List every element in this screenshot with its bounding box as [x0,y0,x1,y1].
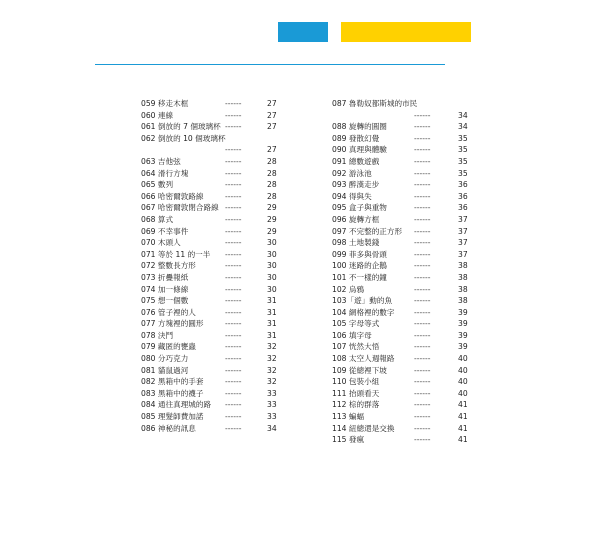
toc-entry-page: 30 [267,249,277,259]
toc-entry [332,133,471,145]
toc-entry [141,272,281,284]
toc-entry [141,98,281,110]
toc-entry-leader: ------ [414,110,431,120]
toc-entry-title: 104 網格裡的數字 [332,307,395,317]
toc-entry [141,330,281,342]
toc-entry [332,168,471,180]
toc-entry [332,144,471,156]
toc-entry-leader: ------ [225,423,242,433]
toc-entry-title: 100 迷路的企鵝 [332,261,387,271]
toc-entry [332,237,471,249]
toc-entry-title: 059 移走木框 [141,99,189,108]
toc-entry [141,191,281,203]
toc-entry [141,121,281,133]
toc-entry-title: 084 通往真理城的路 [141,400,212,410]
toc-entry-page: 36 [458,203,468,213]
toc-entry-leader: ------ [225,261,242,271]
toc-entry-title: 114 紐總還是交換 [332,423,395,433]
toc-entry-leader: ------ [414,354,431,364]
toc-entry-title: 096 旋轉方框 [332,214,380,224]
toc-entry-page: 40 [458,354,468,364]
toc-entry [141,144,281,156]
toc-entry-leader: ------ [414,156,431,166]
toc-entry-title: 085 理髮師費加諾 [141,412,204,422]
toc-entry-page: 29 [267,226,277,236]
toc-entry-page: 31 [267,307,277,317]
toc-entry-title: 098 土地製錢 [332,238,380,248]
toc-entry-leader: ------ [414,342,431,352]
toc-entry-leader: ------ [414,296,431,306]
toc-entry-page: 37 [458,238,468,248]
toc-entry-title: 113 蝙蝠 [332,412,365,422]
toc-entry-leader: ------ [414,400,431,410]
toc-entry-page: 27 [267,99,277,108]
toc-entry-title: 095 盒子與重物 [332,203,387,213]
toc-entry-page: 34 [267,423,277,433]
toc-entry-leader: ------ [225,180,242,190]
toc-entry-page: 27 [267,110,277,120]
toc-entry [332,388,471,400]
toc-entry-leader: ------ [225,122,242,132]
toc-entry-page: 35 [458,145,468,155]
toc-entry-title: 083 黑箱中的襪子 [141,388,204,398]
toc-entry-leader: ------ [225,145,242,155]
toc-entry-leader: ------ [414,122,431,132]
toc-entry-leader: ------ [414,168,431,178]
toc-entry-page: 37 [458,249,468,259]
toc-entry-title: 110 包裝小組 [332,377,380,387]
toc-entry-page: 33 [267,412,277,422]
toc-entry [332,110,471,122]
toc-entry-title: 111 抬頭看天 [332,388,380,398]
toc-entry [332,272,471,284]
toc-entry-title: 094 得與失 [332,191,372,201]
toc-entry [141,411,281,423]
toc-entry-page: 35 [458,156,468,166]
toc-entry [141,295,281,307]
toc-entry [141,156,281,168]
toc-entry-title: 107 恍然大悟 [332,342,380,352]
toc-entry-page: 35 [458,168,468,178]
toc-entry-leader: ------ [414,261,431,271]
toc-entry-title: 105 字母等式 [332,319,380,329]
toc-entry-page: 39 [458,342,468,352]
toc-entry-page: 30 [267,272,277,282]
toc-entry [332,226,471,238]
toc-entry-leader: ------ [225,191,242,201]
toc-entry-leader: ------ [414,365,431,375]
yellow-header-bar [341,22,471,42]
toc-entry-page: 40 [458,388,468,398]
toc-entry [141,110,281,122]
toc-entry [141,307,281,319]
toc-entry-page: 36 [458,191,468,201]
toc-entry-title: 075 想一個數 [141,296,189,306]
toc-entry-title: 069 不幸事件 [141,226,189,236]
toc-entry [332,295,471,307]
toc-entry-title: 078 決鬥 [141,330,174,340]
toc-entry [141,179,281,191]
toc-entry-title: 080 分巧克力 [141,354,189,364]
toc-entry-page: 41 [458,400,468,410]
toc-entry-title: 065 數列 [141,180,174,190]
toc-entry-leader: ------ [225,238,242,248]
toc-entry-leader: ------ [414,307,431,317]
toc-entry-title: 068 算式 [141,214,174,224]
toc-entry-page: 32 [267,365,277,375]
toc-entry-page: 28 [267,191,277,201]
toc-entry-leader: ------ [225,168,242,178]
toc-entry [332,179,471,191]
toc-entry-leader: ------ [414,284,431,294]
toc-entry-page: 37 [458,226,468,236]
toc-entry-leader: ------ [225,365,242,375]
toc-entry-title: 106 填字母 [332,330,372,340]
header-divider [95,64,445,65]
toc-entry-page: 30 [267,238,277,248]
toc-entry-page: 41 [458,423,468,433]
toc-entry-page: 37 [458,214,468,224]
toc-entry-leader: ------ [414,412,431,422]
toc-entry [332,260,471,272]
toc-entry-leader: ------ [225,203,242,213]
toc-entry-page: 28 [267,156,277,166]
toc-entry-title: 088 旋轉的圓圈 [332,122,387,132]
toc-entry-leader: ------ [225,330,242,340]
toc-entry-leader: ------ [225,272,242,282]
toc-entry-title: 066 哈密爾敦路線 [141,191,204,201]
toc-entry-page: 28 [267,168,277,178]
toc-entry-title: 062 倒放的 10 個玻璃杯 [141,133,226,143]
toc-entry-title: 082 黑箱中的手套 [141,377,204,387]
toc-entry [332,399,471,411]
toc-entry [332,284,471,296]
toc-entry-title: 070 木頭人 [141,238,181,248]
toc-entry-leader: ------ [225,110,242,120]
toc-entry [332,156,471,168]
toc-entry-page: 40 [458,377,468,387]
toc-entry [332,330,471,342]
toc-entry [332,202,471,214]
toc-entry-leader: ------ [414,272,431,282]
toc-entry-page: 31 [267,296,277,306]
toc-entry [332,353,471,365]
toc-entry-page: 35 [458,133,468,143]
toc-entry-leader: ------ [414,388,431,398]
toc-entry-title: 089 發散幻覺 [332,133,380,143]
toc-entry [332,98,471,110]
toc-entry-leader: ------ [225,319,242,329]
toc-entry-leader: ------ [414,423,431,433]
toc-entry [141,226,281,238]
toc-entry-title: 099 菲多與骨頭 [332,249,387,259]
toc-entry [141,341,281,353]
toc-entry-page: 34 [458,110,468,120]
toc-entry [141,376,281,388]
toc-entry [332,423,471,435]
toc-entry-leader: ------ [225,284,242,294]
toc-entry-leader: ------ [225,412,242,422]
toc-entry-leader: ------ [414,203,431,213]
toc-entry-leader: ------ [225,400,242,410]
toc-entry-leader: ------ [225,214,242,224]
toc-entry [141,353,281,365]
toc-entry-page: 38 [458,296,468,306]
toc-right-column [332,98,471,446]
toc-entry-title: 074 加一條線 [141,284,189,294]
toc-entry [332,341,471,353]
toc-entry-title: 115 發瘋 [332,435,365,445]
toc-entry-leader: ------ [225,342,242,352]
toc-entry-page: 32 [267,354,277,364]
toc-entry-page: 28 [267,180,277,190]
toc-entry-title: 108 太空人週報路 [332,354,395,364]
toc-entry-title: 103「遊」動的魚 [332,296,393,306]
toc-entry-page: 30 [267,261,277,271]
toc-entry [141,237,281,249]
toc-entry-page: 33 [267,400,277,410]
toc-entry [332,434,471,446]
toc-entry-page: 32 [267,377,277,387]
toc-entry-leader: ------ [414,133,431,143]
toc-entry [332,214,471,226]
toc-entry-title: 090 真理與體驗 [332,145,387,155]
toc-entry-title: 091 總數遊戲 [332,156,380,166]
toc-entry-leader: ------ [414,226,431,236]
toc-entry-title: 076 管子裡的人 [141,307,196,317]
toc-entry [141,423,281,435]
toc-entry-title: 087 魯勒奴都斯城的市民 [332,99,418,108]
toc-entry-page: 27 [267,122,277,132]
toc-entry-leader: ------ [225,388,242,398]
toc-entry-leader: ------ [414,249,431,259]
toc-entry [141,365,281,377]
toc-entry [332,249,471,261]
toc-entry-title: 093 醉漢走步 [332,180,380,190]
toc-entry-leader: ------ [225,354,242,364]
toc-entry-title: 073 折疊報紙 [141,272,189,282]
toc-entry [141,168,281,180]
toc-entry-title: 061 倒放的 7 個玻璃杯 [141,122,221,132]
toc-entry [141,388,281,400]
toc-entry-page: 41 [458,412,468,422]
toc-entry-leader: ------ [225,156,242,166]
toc-entry-page: 36 [458,180,468,190]
toc-entry-leader: ------ [414,377,431,387]
toc-entry-page: 41 [458,435,468,445]
toc-entry-page: 38 [458,284,468,294]
toc-entry [332,376,471,388]
toc-entry-leader: ------ [225,307,242,317]
toc-entry-title: 081 貓鼠過河 [141,365,189,375]
toc-left-column [141,98,281,434]
toc-entry-leader: ------ [225,249,242,259]
toc-entry-leader: ------ [414,238,431,248]
toc-entry-title: 102 烏鴉 [332,284,365,294]
toc-entry [141,260,281,272]
toc-entry-page: 29 [267,203,277,213]
toc-entry-page: 29 [267,214,277,224]
blue-header-bar [278,22,328,42]
toc-entry-leader: ------ [225,377,242,387]
toc-entry-page: 33 [267,388,277,398]
toc-entry [332,307,471,319]
toc-entry-page: 39 [458,330,468,340]
toc-entry-title: 101 不一樣的鐘 [332,272,387,282]
toc-entry [332,191,471,203]
toc-entry [332,411,471,423]
toc-entry-title: 077 方塊裡的圓形 [141,319,204,329]
toc-entry-title: 097 不完整的正方形 [332,226,403,236]
toc-entry [141,399,281,411]
toc-entry-title: 079 藏匿的甕蟲 [141,342,196,352]
toc-entry-page: 32 [267,342,277,352]
toc-entry-page: 39 [458,319,468,329]
toc-entry-page: 38 [458,261,468,271]
toc-entry-title: 072 整數長方形 [141,261,196,271]
toc-entry-title: 071 等於 11 的一半 [141,249,211,259]
toc-entry-title: 067 哈密爾敦閉合路線 [141,203,219,213]
toc-entry-page: 38 [458,272,468,282]
toc-entry-title: 086 神秘的訊息 [141,423,196,433]
toc-entry-title: 112 棕的群落 [332,400,380,410]
toc-entry-leader: ------ [414,180,431,190]
toc-entry [141,284,281,296]
toc-entry-title: 063 吉他弦 [141,156,181,166]
toc-entry [332,365,471,377]
toc-entry-leader: ------ [414,435,431,445]
toc-entry-leader: ------ [414,145,431,155]
toc-entry-title: 092 游泳池 [332,168,372,178]
toc-entry-leader: ------ [414,191,431,201]
toc-entry-leader: ------ [225,226,242,236]
toc-entry [141,133,281,145]
toc-entry-leader: ------ [225,296,242,306]
toc-entry [332,318,471,330]
toc-entry-page: 39 [458,307,468,317]
toc-entry-page: 27 [267,145,277,155]
toc-entry-page: 34 [458,122,468,132]
toc-entry [141,202,281,214]
toc-entry-page: 31 [267,319,277,329]
toc-entry-leader: ------ [414,330,431,340]
toc-entry [141,214,281,226]
toc-entry-page: 40 [458,365,468,375]
toc-entry [332,121,471,133]
toc-entry-leader: ------ [414,214,431,224]
toc-entry-title: 064 滑行方塊 [141,168,189,178]
toc-entry-leader: ------ [414,319,431,329]
toc-entry-leader: ------ [225,99,242,108]
toc-entry-page: 31 [267,330,277,340]
toc-entry-title: 109 從總裡下坡 [332,365,387,375]
toc-entry-title: 060 連線 [141,110,174,120]
toc-entry [141,318,281,330]
toc-entry [141,249,281,261]
toc-entry-page: 30 [267,284,277,294]
